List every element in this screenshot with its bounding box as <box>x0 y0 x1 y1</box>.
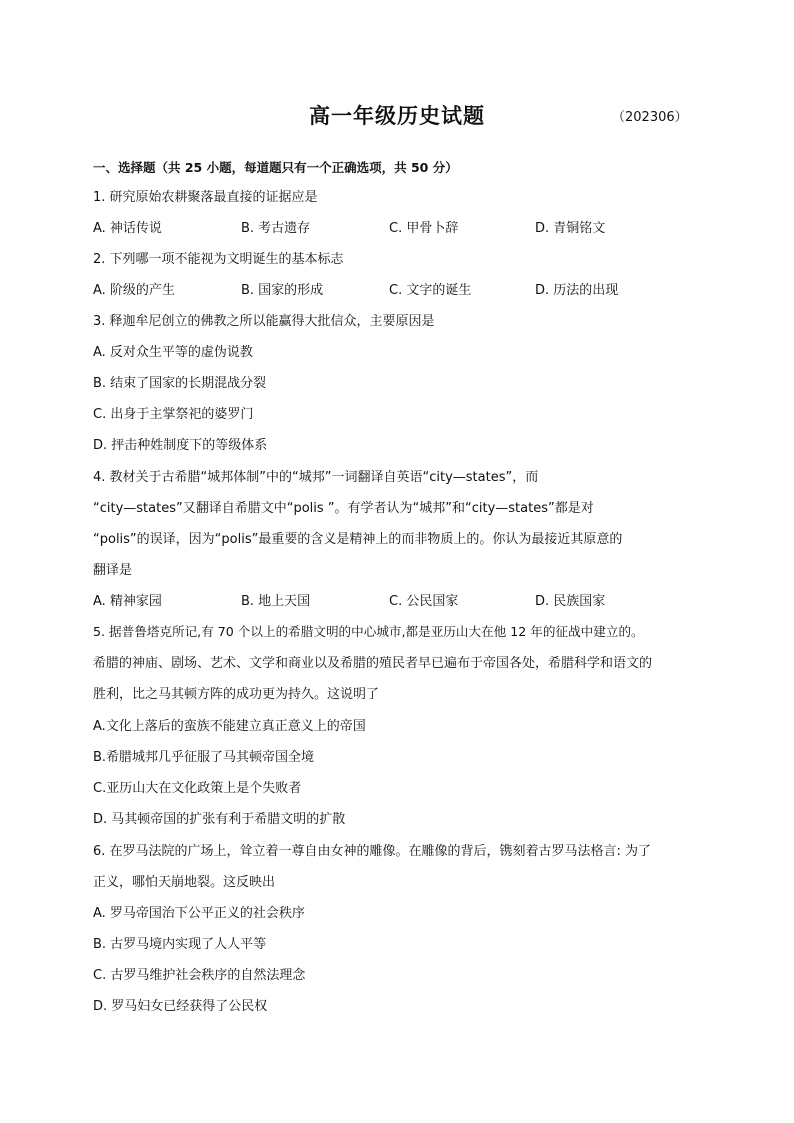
question-1-option-a: A. 神话传说 <box>93 221 162 236</box>
question-2-option-b: B. 国家的形成 <box>241 283 324 298</box>
question-6-option-c: C. 古罗马维护社会秩序的自然法理念 <box>93 968 306 983</box>
question-4-option-d: D. 民族国家 <box>535 594 606 609</box>
page-title: 高一年级历史试题 <box>309 104 485 128</box>
question-3-option-c: C. 出身于主掌祭祀的婆罗门 <box>93 407 254 422</box>
question-2-option-a: A. 阶级的产生 <box>93 283 175 298</box>
question-2-option-c: C. 文字的诞生 <box>389 283 472 298</box>
question-4-options <box>93 590 713 610</box>
question-1-options <box>93 217 713 237</box>
question-6-option-d: D. 罗马妇女已经获得了公民权 <box>93 999 268 1014</box>
question-2-option-d: D. 历法的出现 <box>535 283 619 298</box>
question-6-stem-line-2: 正义，哪怕天崩地裂。这反映出 <box>93 875 276 890</box>
question-6-stem-line-1: 6. 在罗马法院的广场上，耸立着一尊自由女神的雕像。在雕像的背后，镌刻着古罗马法格言: 为了 <box>93 844 652 859</box>
question-4-option-b: B. 地上天国 <box>241 594 311 609</box>
question-1-stem: 1. 研究原始农耕聚落最直接的证据应是 <box>93 190 318 205</box>
question-4-stem-line-2: “city—states”又翻译自希腊文中“polis ”。有学者认为“城邦”和“city—states”都是对 <box>93 501 594 516</box>
question-4-stem-line-1: 4. 教材关于古希腊“城邦体制”中的“城邦”一词翻译自英语“city—states”，而 <box>93 470 539 485</box>
question-4-option-c: C. 公民国家 <box>389 594 459 609</box>
question-4-stem-line-4: 翻译是 <box>93 563 133 578</box>
question-4-stem-line-3: “polis”的误译，因为“polis”最重要的含义是精神上的而非物质上的。你认为最接近其原意的 <box>93 532 623 547</box>
question-3-stem: 3. 释迦牟尼创立的佛教之所以能赢得大批信众，主要原因是 <box>93 314 435 329</box>
question-1-option-c: C. 甲骨卜辞 <box>389 221 459 236</box>
exam-code: （202306） <box>612 110 688 125</box>
question-6-option-b: B. 古罗马境内实现了人人平等 <box>93 937 267 952</box>
question-3-option-d: D. 抨击种姓制度下的等级体系 <box>93 438 268 453</box>
question-2-stem: 2. 下列哪一项不能视为文明诞生的基本标志 <box>93 252 344 267</box>
question-1-option-b: B. 考古遗存 <box>241 221 311 236</box>
question-5-option-a: A.文化上落后的蛮族不能建立真正意义上的帝国 <box>93 719 366 734</box>
question-5-stem-line-3: 胜利，比之马其顿方阵的成功更为持久。这说明了 <box>93 687 380 702</box>
question-3-option-a: A. 反对众生平等的虚伪说教 <box>93 345 253 360</box>
question-6-option-a: A. 罗马帝国治下公平正义的社会秩序 <box>93 906 305 921</box>
question-5-option-c: C.亚历山大在文化政策上是个失败者 <box>93 781 302 796</box>
question-1-option-d: D. 青铜铭文 <box>535 221 606 236</box>
question-2-options <box>93 279 713 299</box>
question-3-option-b: B. 结束了国家的长期混战分裂 <box>93 376 267 391</box>
question-4-option-a: A. 精神家园 <box>93 594 162 609</box>
question-5-option-d: D. 马其顿帝国的扩张有利于希腊文明的扩散 <box>93 812 346 827</box>
question-5-option-b: B.希腊城邦几乎征服了马其顿帝国全境 <box>93 750 315 765</box>
question-5-stem-line-2: 希腊的神庙、剧场、艺术、文学和商业以及希腊的殖民者早已遍布于帝国各处，希腊科学和语文的 <box>93 656 653 671</box>
section-heading: 一、选择题（共 25 小题，每道题只有一个正确选项，共 50 分） <box>93 160 458 175</box>
question-5-stem-line-1: 5. 据普鲁塔克所记,有 70 个以上的希腊文明的中心城市,都是亚历山大在他 12 年的征战中建立的。 <box>93 624 644 639</box>
